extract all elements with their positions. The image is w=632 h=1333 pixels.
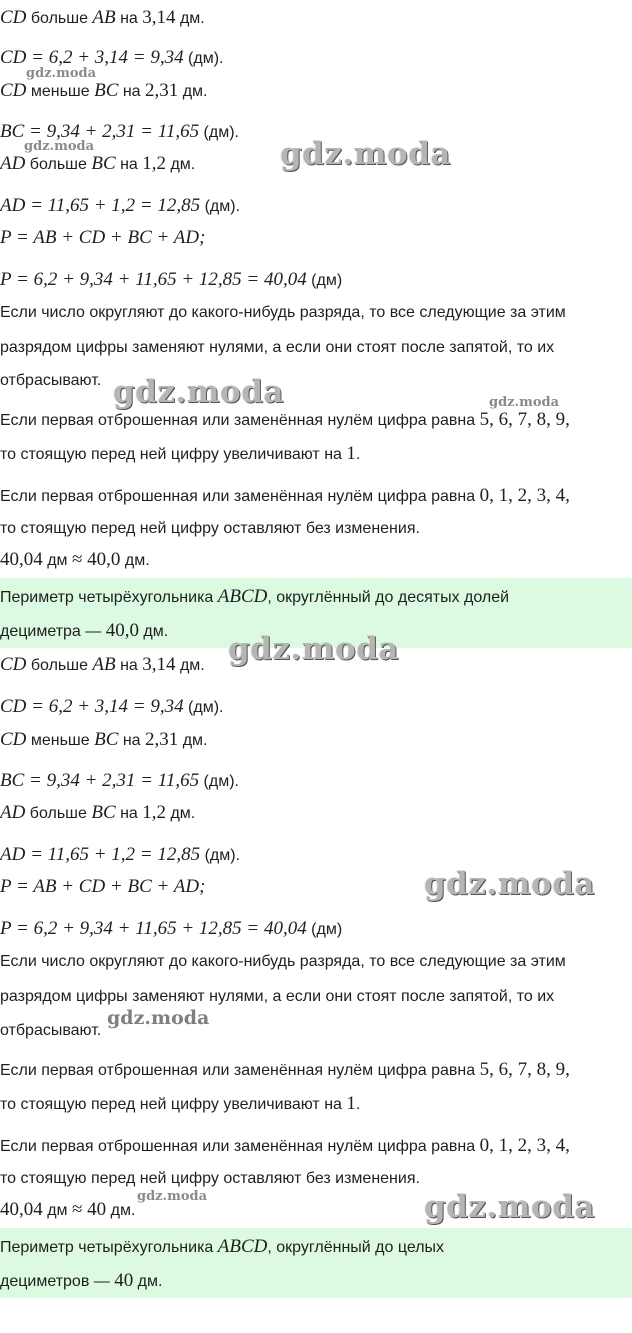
rule-round-up-line2: то стоящую перед ней цифру увеличивают на 1. bbox=[0, 443, 361, 464]
answer-line2: дециметров — 40 дм. bbox=[0, 1270, 163, 1291]
watermark-small: gdz.moda bbox=[107, 1007, 210, 1029]
perimeter-formula: P = AB + CD + BC + AD; bbox=[0, 227, 206, 248]
rule-round-up-line1: Если первая отброшенная или заменённая нулём цифра равна 5, 6, 7, 8, 9, bbox=[0, 1059, 570, 1080]
watermark-small: gdz.moda bbox=[489, 395, 560, 410]
calc-bc: BC = 9,34 + 2,31 = 11,65 (дм). bbox=[0, 121, 239, 142]
rule-rounding-line1: Если число округляют до какого-нибудь разряда, то все следующие за этим bbox=[0, 304, 566, 321]
calc-cd: CD = 6,2 + 3,14 = 9,34 (дм). bbox=[0, 696, 224, 717]
rule-rounding-line1: Если число округляют до какого-нибудь разряда, то все следующие за этим bbox=[0, 953, 566, 970]
watermark-logo: gdz.moda bbox=[113, 374, 284, 410]
statement-cd-greater-ab: CD больше AB на 3,14 дм. bbox=[0, 7, 205, 28]
watermark-small: gdz.moda bbox=[137, 1189, 208, 1204]
answer-box bbox=[0, 1228, 632, 1298]
watermark-small: gdz.moda bbox=[24, 139, 95, 154]
rule-round-down-line2: то стоящую перед ней цифру оставляют без изменения. bbox=[0, 520, 420, 537]
rule-round-up-line1: Если первая отброшенная или заменённая нулём цифра равна 5, 6, 7, 8, 9, bbox=[0, 409, 570, 430]
calc-ad: AD = 11,65 + 1,2 = 12,85 (дм). bbox=[0, 195, 241, 216]
calc-ad: AD = 11,65 + 1,2 = 12,85 (дм). bbox=[0, 844, 241, 865]
answer-line1: Периметр четырёхугольника ABCD, округлённый до десятых долей bbox=[0, 586, 510, 607]
calc-bc: BC = 9,34 + 2,31 = 11,65 (дм). bbox=[0, 770, 239, 791]
rule-rounding-line2: разрядом цифры заменяют нулями, а если они стоят после запятой, то их bbox=[0, 339, 555, 356]
watermark-small: gdz.moda bbox=[26, 66, 97, 81]
perimeter-calc: P = 6,2 + 9,34 + 11,65 + 12,85 = 40,04 (дм) bbox=[0, 918, 343, 939]
statement-cd-less-bc: CD меньше BC на 2,31 дм. bbox=[0, 80, 208, 101]
watermark-logo: gdz.moda bbox=[280, 136, 451, 172]
rule-round-up-line2: то стоящую перед ней цифру увеличивают на 1. bbox=[0, 1093, 361, 1114]
statement-cd-less-bc: CD меньше BC на 2,31 дм. bbox=[0, 729, 208, 750]
rule-rounding-line3: отбрасывают. bbox=[0, 1022, 102, 1039]
answer-line1: Периметр четырёхугольника ABCD, округлённый до целых bbox=[0, 1236, 445, 1257]
rule-rounding-line3: отбрасывают. bbox=[0, 372, 102, 389]
rule-round-down-line1: Если первая отброшенная или заменённая нулём цифра равна 0, 1, 2, 3, 4, bbox=[0, 485, 570, 506]
approximation: 40,04 дм ≈ 40,0 дм. bbox=[0, 549, 150, 570]
watermark-logo: gdz.moda bbox=[424, 866, 595, 902]
rule-round-down-line1: Если первая отброшенная или заменённая нулём цифра равна 0, 1, 2, 3, 4, bbox=[0, 1135, 570, 1156]
perimeter-calc: P = 6,2 + 9,34 + 11,65 + 12,85 = 40,04 (дм) bbox=[0, 269, 343, 290]
approximation: 40,04 дм ≈ 40 дм. bbox=[0, 1199, 136, 1220]
rule-rounding-line2: разрядом цифры заменяют нулями, а если они стоят после запятой, то их bbox=[0, 988, 555, 1005]
rule-round-down-line2: то стоящую перед ней цифру оставляют без изменения. bbox=[0, 1170, 420, 1187]
perimeter-formula: P = AB + CD + BC + AD; bbox=[0, 876, 206, 897]
statement-ad-greater-bc: AD больше BC на 1,2 дм. bbox=[0, 802, 196, 823]
answer-line2: дециметра — 40,0 дм. bbox=[0, 620, 169, 641]
watermark-logo: gdz.moda bbox=[228, 631, 399, 667]
statement-ad-greater-bc: AD больше BC на 1,2 дм. bbox=[0, 153, 196, 174]
calc-cd: CD = 6,2 + 3,14 = 9,34 (дм). bbox=[0, 47, 224, 68]
watermark-logo: gdz.moda bbox=[424, 1189, 595, 1225]
statement-cd-greater-ab: CD больше AB на 3,14 дм. bbox=[0, 654, 205, 675]
